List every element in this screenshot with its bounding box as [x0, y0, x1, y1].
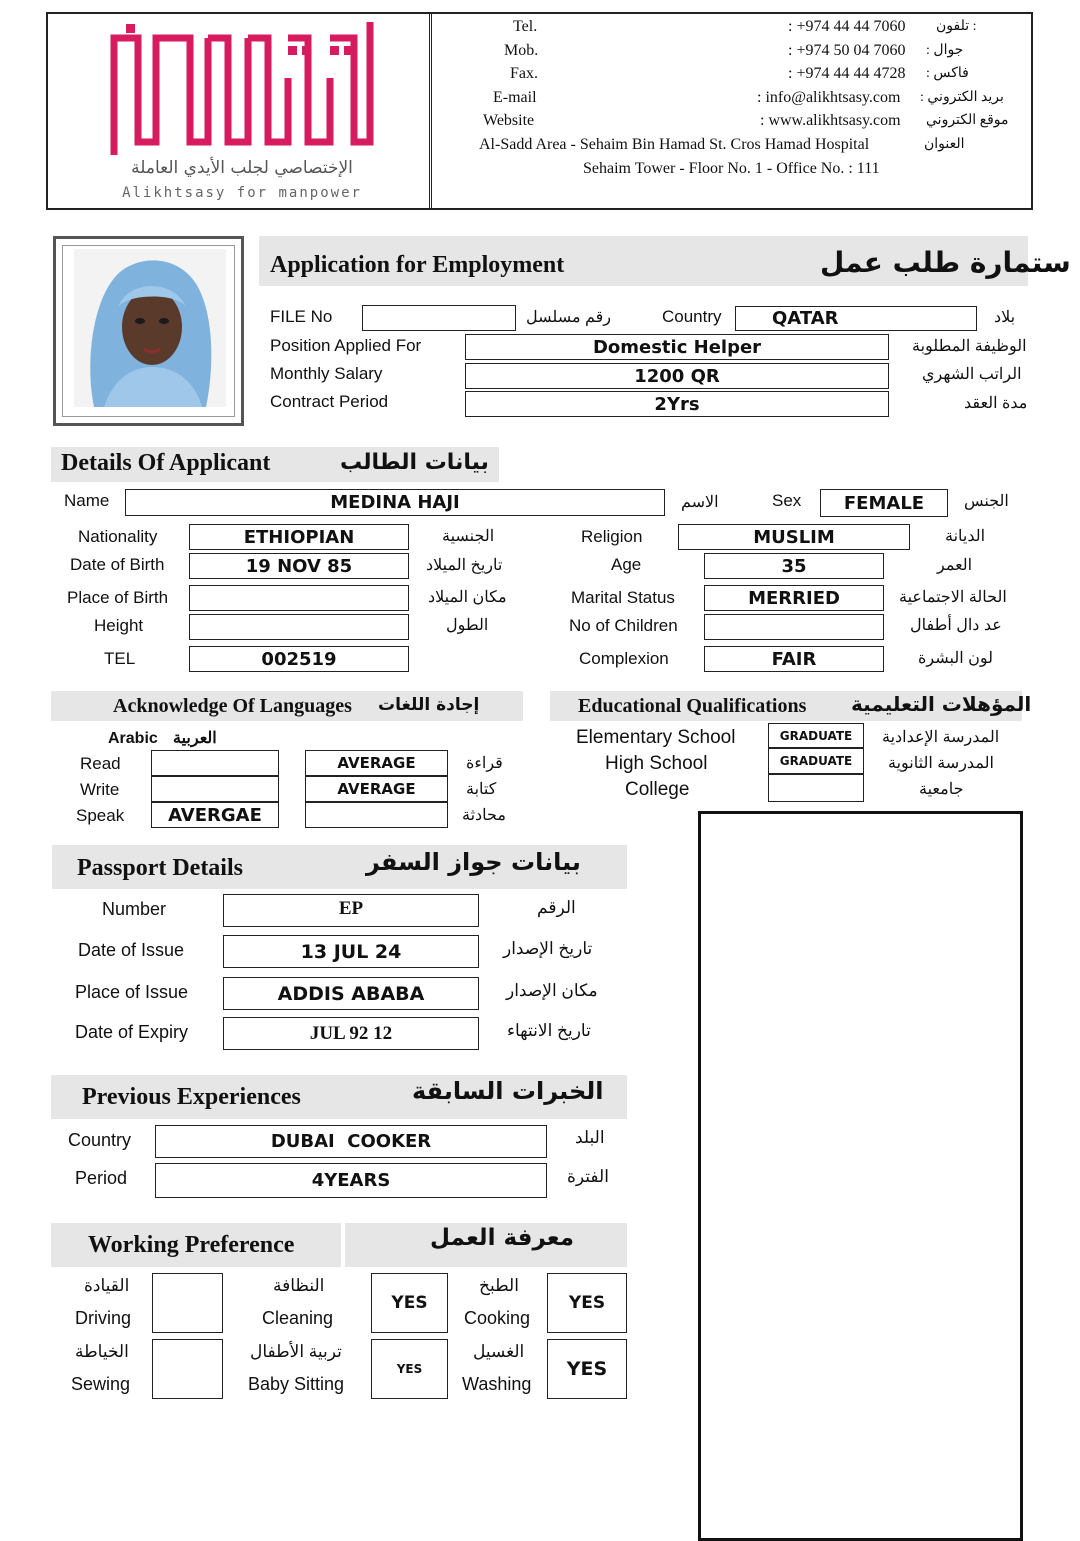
expiry-date-label: Date of Expiry: [75, 1022, 189, 1042]
address-line-1: Al-Sadd Area - Sehaim Bin Hamad St. Cros Hamad Hospital: [479, 136, 870, 153]
sex-label-arabic: الجنس: [964, 493, 1009, 510]
name-label: Name: [64, 491, 110, 510]
cleaning-field[interactable]: YES: [371, 1273, 448, 1333]
issue-date-label: Date of Issue: [78, 940, 185, 960]
sewing-label-arabic: الخياطة: [75, 1342, 129, 1361]
height-label-arabic: الطول: [446, 617, 489, 634]
experience-country-field[interactable]: DUBAI COOKER: [155, 1125, 547, 1158]
passport-number-field[interactable]: EP: [223, 894, 479, 927]
email-value: : info@alikhtsasy.com: [757, 89, 901, 106]
height-label: Height: [94, 616, 144, 635]
complexion-label: Complexion: [579, 649, 669, 668]
experience-period-label-arabic: الفترة: [567, 1167, 609, 1186]
email-label: E-mail: [493, 89, 537, 106]
country-label: Country: [662, 307, 722, 326]
driving-label: Driving: [75, 1308, 132, 1328]
address-line-2: Sehaim Tower - Floor No. 1 - Office No. : 111: [583, 160, 880, 177]
salary-field[interactable]: 1200 QR: [465, 363, 889, 389]
experience-period-field[interactable]: 4YEARS: [155, 1163, 547, 1198]
application-title: Application for Employment: [270, 252, 565, 278]
tel-field-label: TEL: [104, 649, 136, 668]
dob-label: Date of Birth: [70, 555, 165, 574]
position-field[interactable]: Domestic Helper: [465, 334, 889, 360]
applicant-section-title: Details Of Applicant: [61, 450, 271, 476]
elementary-label-arabic: المدرسة الإعدادية: [882, 729, 1000, 746]
age-label-arabic: العمر: [937, 557, 973, 574]
contract-field[interactable]: 2Yrs: [465, 391, 889, 417]
mob-value: : +974 50 04 7060: [788, 42, 906, 59]
read-other-field[interactable]: AVERAGE: [305, 750, 448, 776]
sex-field[interactable]: FEMALE: [820, 489, 948, 517]
company-name-arabic: الإختصاصي لجلب الأيدي العاملة: [131, 158, 353, 178]
file-no-field[interactable]: [362, 305, 516, 331]
applicant-photo-frame: [53, 236, 244, 426]
write-other-field[interactable]: AVERAGE: [305, 776, 448, 802]
washing-label-arabic: الغسيل: [473, 1342, 525, 1361]
full-body-photo-frame: [698, 811, 1023, 1541]
passport-section-title: Passport Details: [77, 855, 243, 881]
nationality-label-arabic: الجنسية: [442, 528, 495, 545]
nationality-field[interactable]: ETHIOPIAN: [189, 524, 409, 550]
religion-label-arabic: الديانة: [945, 528, 986, 545]
preference-section-title: Working Preference: [88, 1232, 295, 1258]
elementary-field[interactable]: GRADUATE: [768, 723, 864, 748]
sex-label: Sex: [772, 491, 802, 510]
tel-field[interactable]: 002519: [189, 646, 409, 672]
height-field[interactable]: [189, 614, 409, 640]
experience-section-title-arabic: الخبرات السابقة: [412, 1077, 604, 1105]
complexion-label-arabic: لون البشرة: [918, 650, 993, 667]
company-logo: [108, 18, 376, 158]
issue-date-label-arabic: تاريخ الإصدار: [503, 939, 593, 958]
driving-field[interactable]: [152, 1273, 223, 1333]
expiry-date-label-arabic: تاريخ الانتهاء: [507, 1021, 591, 1040]
sewing-label: Sewing: [71, 1374, 131, 1394]
position-label: Position Applied For: [270, 336, 422, 355]
issue-place-label: Place of Issue: [75, 982, 189, 1002]
experience-country-label: Country: [68, 1130, 132, 1150]
issue-place-field[interactable]: ADDIS ABABA: [223, 977, 479, 1010]
marital-label-arabic: الحالة الاجتماعية: [899, 589, 1007, 606]
cooking-label-arabic: الطبخ: [479, 1276, 519, 1295]
name-label-arabic: الاسم: [681, 494, 719, 511]
driving-label-arabic: القيادة: [84, 1276, 130, 1295]
passport-section-title-arabic: بيانات جواز السفر: [366, 848, 581, 876]
education-section-title-arabic: المؤهلات التعليمية: [851, 692, 1032, 716]
dob-label-arabic: تاريخ الميلاد: [426, 557, 503, 574]
address-label-arabic: العنوان: [924, 137, 965, 152]
college-label-arabic: جامعية: [919, 781, 964, 798]
read-arabic-field[interactable]: [151, 750, 279, 776]
application-title-arabic: ستمارة طلب عمل: [820, 246, 1071, 279]
washing-field[interactable]: YES: [547, 1339, 627, 1399]
cleaning-label-arabic: النظافة: [273, 1276, 325, 1295]
email-label-arabic: : بريد الكتروني: [920, 90, 1004, 105]
children-field[interactable]: [704, 614, 884, 640]
sewing-field[interactable]: [152, 1339, 223, 1399]
tel-label-arabic: تلفون :: [936, 19, 977, 34]
salary-label-arabic: الراتب الشهري: [922, 366, 1022, 383]
header-divider: [429, 12, 432, 210]
pob-label: Place of Birth: [67, 588, 169, 607]
washing-label: Washing: [462, 1374, 532, 1394]
complexion-field[interactable]: FAIR: [704, 646, 884, 672]
experience-section-title: Previous Experiences: [82, 1084, 301, 1110]
nationality-label: Nationality: [78, 527, 158, 546]
marital-label: Marital Status: [571, 588, 675, 607]
salary-label: Monthly Salary: [270, 364, 383, 383]
tel-label: Tel.: [513, 18, 538, 35]
speak-other-field[interactable]: [305, 802, 448, 828]
applicant-section-title-arabic: بيانات الطالب: [340, 450, 489, 475]
file-no-label-arabic: رقم مسلسل: [526, 309, 611, 326]
children-label: No of Children: [569, 616, 678, 635]
speak-label: Speak: [76, 806, 125, 825]
country-field[interactable]: QATAR: [735, 306, 977, 331]
country-label-arabic: بلاد: [994, 309, 1016, 326]
age-label: Age: [611, 555, 642, 574]
file-no-label: FILE No: [270, 307, 333, 326]
passport-number-label: Number: [102, 899, 167, 919]
issue-place-label-arabic: مكان الإصدار: [506, 981, 598, 1000]
dob-field[interactable]: 19 NOV 85: [189, 553, 409, 579]
read-label: Read: [80, 754, 121, 773]
position-label-arabic: الوظيفة المطلوبة: [912, 338, 1027, 355]
write-arabic-field[interactable]: [151, 776, 279, 802]
write-label: Write: [80, 780, 120, 799]
name-field[interactable]: MEDINA HAJI: [125, 489, 665, 516]
babysitting-label-arabic: تربية الأطفال: [250, 1342, 342, 1361]
experience-period-label: Period: [75, 1168, 128, 1188]
college-field[interactable]: [768, 774, 864, 802]
speak-label-arabic: محادثة: [462, 807, 506, 824]
company-name-english: Alikhtsasy for manpower: [122, 185, 362, 201]
website-value: : www.alikhtsasy.com: [760, 112, 901, 129]
age-field[interactable]: 35: [704, 553, 884, 579]
languages-section-title-arabic: إجادة اللغات: [378, 695, 480, 715]
children-label-arabic: عد دال أطفال: [910, 617, 1002, 634]
education-section-title: Educational Qualifications: [578, 695, 807, 717]
logo-mark-icon: [108, 18, 376, 158]
cooking-field[interactable]: YES: [547, 1273, 627, 1333]
babysitting-label: Baby Sitting: [248, 1374, 345, 1394]
fax-value: : +974 44 44 4728: [788, 65, 906, 82]
speak-arabic-field[interactable]: AVERGAE: [151, 802, 279, 828]
mob-label-arabic: : جوال: [926, 43, 964, 58]
tel-value: : +974 44 44 7060: [788, 18, 906, 35]
expiry-date-field[interactable]: JUL 92 12: [223, 1017, 479, 1050]
pob-field[interactable]: [189, 585, 409, 611]
high-school-field[interactable]: GRADUATE: [768, 748, 864, 774]
high-school-label-arabic: المدرسة الثانوية: [888, 755, 994, 772]
religion-field[interactable]: MUSLIM: [678, 524, 910, 550]
fax-label-arabic: : فاكس: [926, 66, 969, 81]
pob-label-arabic: مكان الميلاد: [428, 589, 507, 606]
college-label: College: [625, 779, 690, 800]
contract-label: Contract Period: [270, 392, 389, 411]
issue-date-field[interactable]: 13 JUL 24: [223, 935, 479, 968]
preference-section-title-arabic: معرفة العمل: [430, 1225, 574, 1251]
website-label: Website: [483, 112, 535, 129]
fax-label: Fax.: [510, 65, 538, 82]
passport-number-label-arabic: الرقم: [537, 898, 576, 917]
write-label-arabic: كتابة: [466, 781, 497, 798]
contract-label-arabic: مدة العقد: [964, 395, 1028, 412]
religion-label: Religion: [581, 527, 643, 546]
high-school-label: High School: [605, 753, 708, 774]
applicant-photo: [74, 249, 226, 407]
arabic-label: Arabic: [108, 730, 158, 747]
website-label-arabic: موقع الكتروني: [926, 113, 1009, 128]
babysitting-field[interactable]: YES: [371, 1339, 448, 1399]
marital-field[interactable]: MERRIED: [704, 585, 884, 611]
mob-label: Mob.: [504, 42, 539, 59]
read-label-arabic: قراءة: [466, 755, 503, 772]
elementary-label: Elementary School: [576, 727, 736, 748]
languages-section-title: Acknowledge Of Languages: [113, 695, 352, 717]
cooking-label: Cooking: [464, 1308, 531, 1328]
experience-country-label-arabic: البلد: [575, 1128, 605, 1147]
arabic-label-arabic: العربية: [173, 730, 217, 747]
cleaning-label: Cleaning: [262, 1308, 334, 1328]
